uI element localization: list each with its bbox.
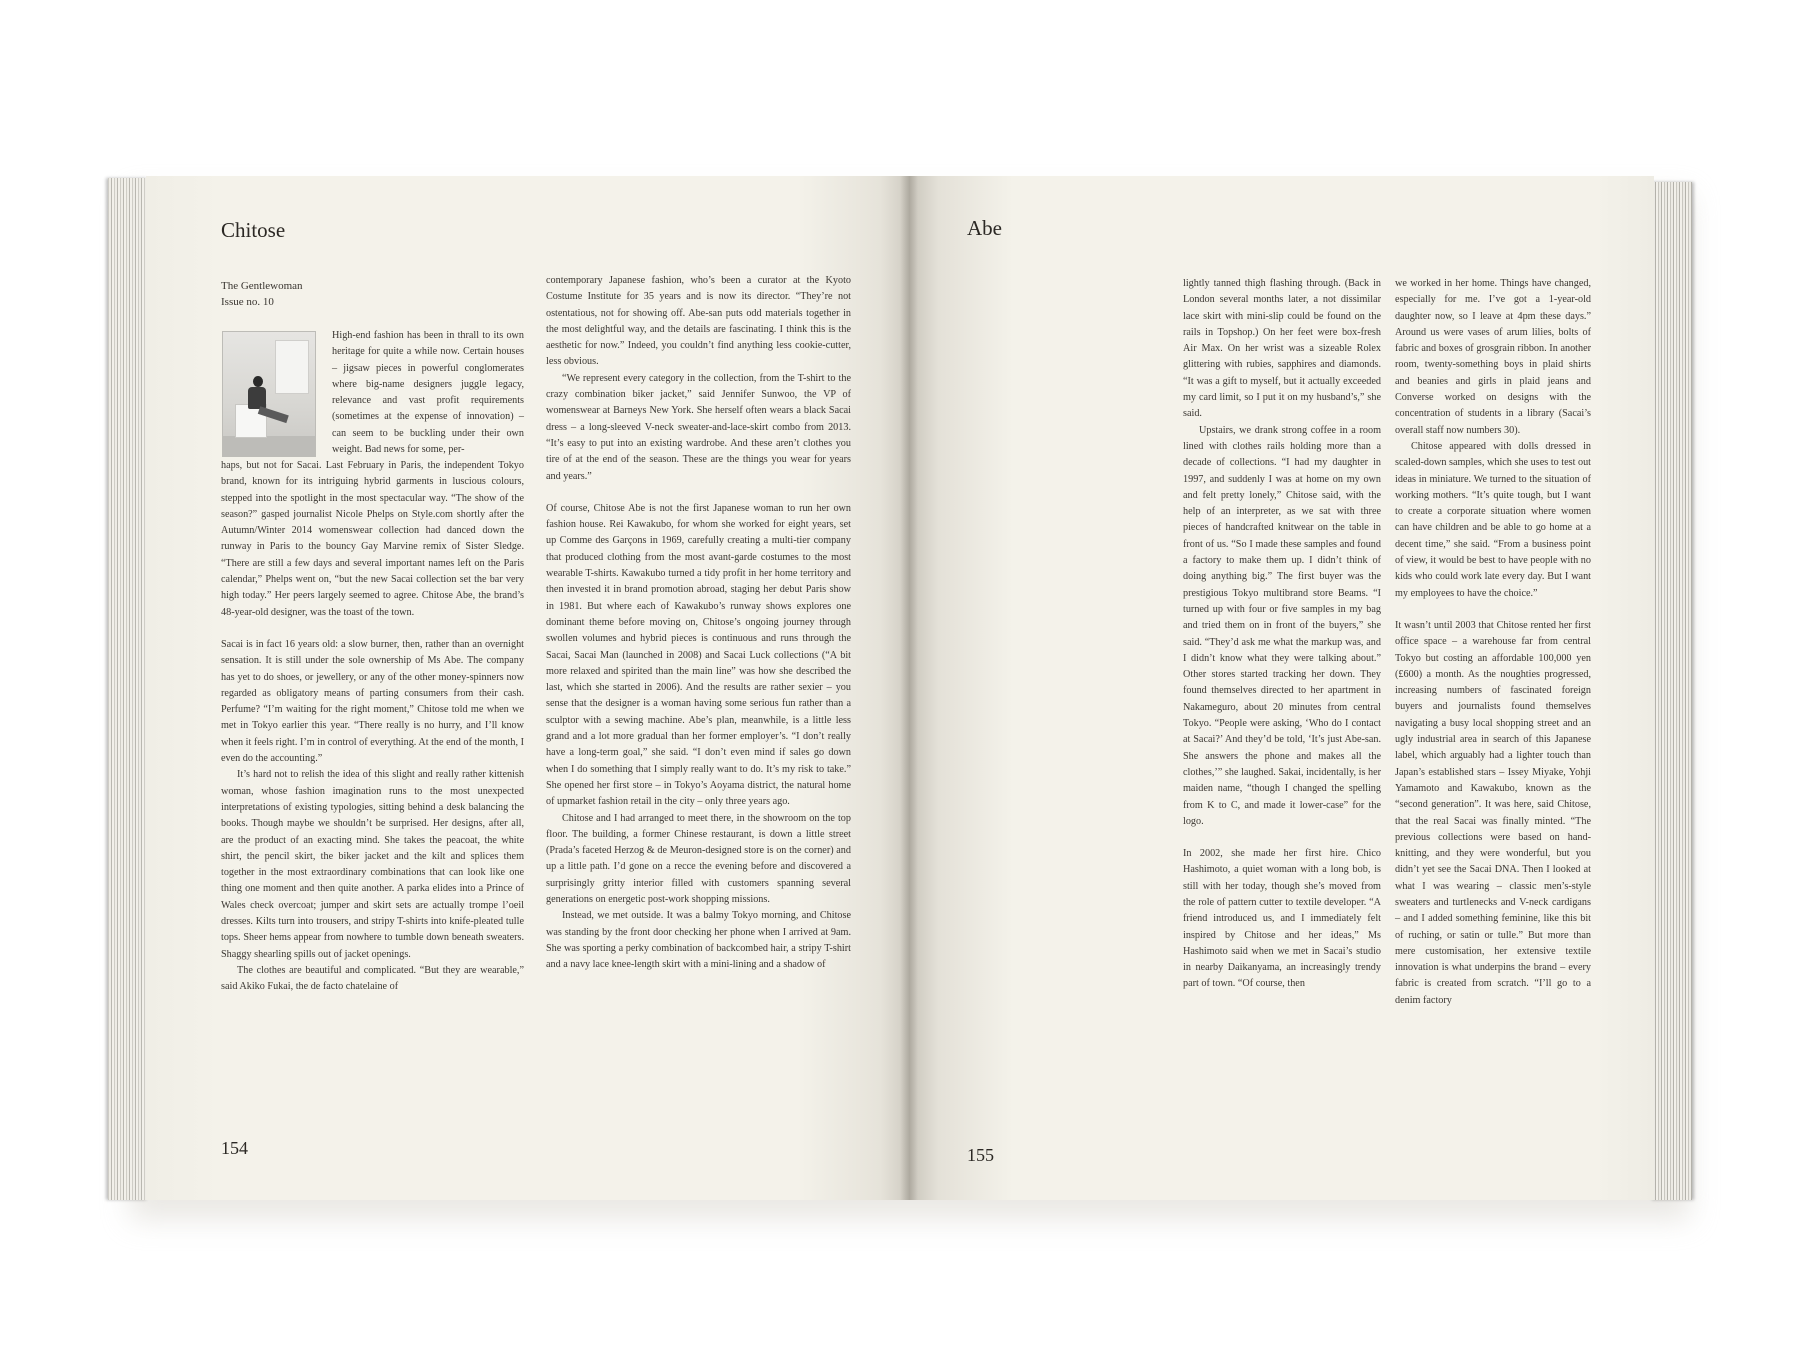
paragraph: Chitose and I had arranged to meet there, in the showroom on the top floor. The building, a former Chinese restaurant, is down a little street (Prada’s faceted Herzog & de Meuron-designed store is on the corner) and up a little path. I’d gone on a recce the evening before and discovered a surprisingly gritty interior filled with customers spanning several generations on energetic post-work shopping missions. [546, 812, 851, 905]
photo-figure-head [253, 376, 263, 387]
paragraph: Sacai is in fact 16 years old: a slow burner, then, rather than an overnight sensation. It is still under the sole ownership of Ms Abe. The company has yet to do shoes, or jewellery, or any of the other money-spinners now regarded as obligatory means of parting consumers from their cash. Perfume? “I’m waiting for the right moment,” Chitose told me when we met in Tokyo earlier this year. “There really is no hurry, and I’ll know when it feels right. I’m in control of everything. At the end of the month, I even do the accounting.” [221, 638, 524, 765]
left-page-heading: Chitose [221, 218, 286, 242]
paragraph: It’s hard not to relish the idea of this slight and really rather kittenish woman, whose fashion imagination runs to the most unexpected interpretations of existing typologies, sitting behind a desk balancing the books. Though maybe we shouldn’t be surprised. Her designs, after all, are the product of an exacting mind. She takes the peacoat, the white shirt, the pencil skirt, the biker jacket and the kilt and splices them together in the most extraordinary combinations that can look like one thing one moment and then quite another. A parka elides into a Prince of Wales check overcoat; jumper and skirt sets are actually trompe l’oeil dresses. Kilts turn into trousers, and stripy T-shirts into knife-pleated tulle tops. Sheer hems appear from nowhere to tumble down beneath sweaters. Shaggy shearling spills out of jacket openings. [221, 769, 524, 960]
right-page-number: 155 [967, 1145, 994, 1165]
left-page-column-2 [546, 273, 851, 973]
paragraph: In 2002, she made her first hire. Chico Hashimoto, a quiet woman with a long bob, is still with her today, though she’s moved from the role of pattern cutter to textile developer. “A friend introduced us, and I immediately felt inspired by Chitose and her ideas,” Ms Hashimoto said when we met in Sacai’s studio in nearby Daikanyama, an increasingly trendy part of town. “Of course, then [1183, 848, 1381, 990]
paragraph: “We represent every category in the collection, from the T-shirt to the crazy combination biker jacket,” said Jennifer Sunwoo, the VP of womenswear at Barneys New York. She herself often wears a black Sacai dress – a long-sleeved V-neck sweater-and-lace-skirt combo from 2013. “It’s easy to put into an existing wardrobe. And these aren’t clothes you tire of at the end of the season. These are the things you wear for years and years.” [546, 372, 851, 482]
paragraph: haps, but not for Sacai. Last February in Paris, the independent Tokyo brand, known for its intriguing hybrid garments in luscious colours, stepped into the spotlight in the most spectacular way. “The show of the season?” gasped journalist Nicole Phelps on Style.com shortly after the Autumn/Winter 2014 womenswear collection had danced down the runway in Paris to the bouncy Gay Marvine remix of Sister Sledge. “There are still a few days and several important names left on the Paris calendar,” Phelps went on, “but the new Sacai collection set the bar very high today.” Her peers largely seemed to agree. Chitose Abe, the brand’s 48-year-old designer, was the toast of the town. [221, 460, 524, 618]
article-photo [222, 331, 316, 457]
paragraph: Chitose appeared with dolls dressed in scaled-down samples, which she uses to test out ideas in miniature. We turned to the situation of working mothers. “It’s quite tough, but I want to create a corporate situation where women can have children and be able to go home at a decent time,” she said. “From a business point of view, it would be best to have people with no kids who could work late every day. But I want my employees to have the choice.” [1395, 440, 1591, 599]
paragraph: we worked in her home. Things have changed, especially for me. I’ve got a 1-year-old daughter now, so I leave at 4pm these days.” Around us were vases of arum lilies, bolts of fabric and boxes of grosgrain ribbon. In another room, twenty-something boys in plaid shirts and beanies and girls in plaid jeans and Converse worked on designs with the concentration of students in a library (Sacai’s overall staff now numbers 30). [1395, 278, 1591, 436]
page-edges-right [1650, 182, 1692, 1200]
paragraph: Upstairs, we drank strong coffee in a room lined with clothes rails holding more than a decade of collections. “I had my daughter in 1997, and suddenly I was at home on my own and felt pretty lonely,” Chitose said, with the help of an interpreter, as we sat with three pieces of handcrafted knitwear on the table in front of us. “So I made these samples and found a factory to make them up. I didn’t think of doing anything big.” The first buyer was the prestigious Tokyo multibrand store Beams. “I turned up with four or five samples in my bag and tried them on in front of the buyers,” she said. “They’d ask me what the markup was, and I didn’t know what they were talking about.” Other stores started tracking her down. They found themselves directed to her apartment in Nakameguro, about 20 minutes from central Tokyo. “People were asking, ‘Who do I contact at Sacai?’ And they’d be told, ‘It’s just Abe-san. She answers the phone and makes all the clothes,’” she laughed. Sakai, incidentally, is her maiden name, “though I changed the spelling from K to C, and made it lower-case” for the logo. [1183, 424, 1381, 827]
right-page-heading: Abe [967, 216, 1002, 240]
photo-figure-body [248, 387, 266, 409]
photo-floor [223, 436, 315, 456]
issue-number: Issue no. 10 [221, 296, 274, 308]
publication-name: The Gentlewoman [221, 280, 303, 292]
intro-paragraph: High-end fashion has been in thrall to its own heritage for quite a while now. Certain houses – jigsaw pieces in powerful conglomerates where big-name designers juggle legacy, relevance and vast profit requirements (sometimes at the expense of innovation) – can seem to be buckling under their own weight. Bad news for some, per- [332, 330, 524, 456]
paragraph: lightly tanned thigh flashing through. (Back in London several months later, a not dissimilar lace skirt with mini-slip could be found on the rails in Topshop.) On her feet were box-fresh Air Max. On her wrist was a sizeable Rolex glittering with rubies, sapphires and diamonds. “It was a gift to myself, but it actually exceeded my card limit, so I put it on my husband’s,” she said. [1183, 278, 1381, 420]
photo-window [275, 340, 309, 394]
right-page-column-1 [1183, 276, 1381, 993]
page-edges-left [108, 178, 148, 1200]
paragraph: Of course, Chitose Abe is not the first Japanese woman to run her own fashion house. Rei Kawakubo, for whom she worked for eight years, set up Comme des Garçons in 1969, carefully creating a multi-tier company that produced clothing from the most avant-garde costumes to the most wearable T-shirts. Kawakubo turned a tidy profit in her home territory and then invested it in brand promotion abroad, staging her debut Paris show in 1981. But where each of Kawakubo’s runway shows explores one dominant theme before moving on, Chitose’s ongoing journey through swollen volumes and hybrid pieces is continuous and runs through the Sacai, Sacai Man (launched in 2008) and Sacai Luck collections (“A bit more relaxed and spirited than the main line” was how she described the last, which she started in 2006). And the results are rather sexier – you sense that the designer is a woman having some serious fun rather than a sculptor with a sewing machine. Abe’s plan, meanwhile, is a little less grand and a lot more gradual than her former employer’s. “I don’t really have a long-term goal,” she said. “I don’t even mind if sales go down when I do something that I simply really want to do. It’s my risk to take.” She opened her first store – in Tokyo’s Aoyama district, the natural home of upmarket fashion retail in the city – only three years ago. [546, 502, 851, 808]
paragraph: contemporary Japanese fashion, who’s been a curator at the Kyoto Costume Institute for 35 years and is now its director. “They’re not ostentatious, not for showing off. Abe-san puts odd materials together in the most delightful way, and the details are fascinating. I think this is the aesthetic for now.” Indeed, you couldn’t find anything less cookie-cutter, less obvious. [546, 275, 851, 368]
left-page-column-1 [221, 458, 524, 996]
left-page-number: 154 [221, 1138, 248, 1158]
book-spine [900, 176, 918, 1200]
paragraph: Instead, we met outside. It was a balmy Tokyo morning, and Chitose was standing by the front door checking her phone when I arrived at 9am. She was sporting a perky combination of backcombed hair, a stripy T-shirt and a navy lace knee-length skirt with a mini-lining and a shadow of [546, 910, 851, 971]
paragraph: The clothes are beautiful and complicated. “But they are wearable,” said Akiko Fukai, the de facto chatelaine of [221, 964, 524, 993]
right-page-column-2 [1395, 276, 1591, 1009]
paragraph: It wasn’t until 2003 that Chitose rented her first office space – a warehouse far from central Tokyo but costing an affordable 100,000 yen (£600) a month. As the noughties progressed, increasing numbers of fascinated foreign buyers and journalists found themselves navigating a busy local shopping street and an ugly industrial area in search of this Japanese label, which arguably had a lighter touch than Japan’s established stars – Issey Miyake, Yohji Yamamoto and Kawakubo, known as the “second generation”. It was here, said Chitose, that the real Sacai was finally minted. “The previous collections were based on hand-knitting, and they were wonderful, but you didn’t yet see the Sacai DNA. Then I looked at what I was wearing – classic men’s-style sweaters and turtlenecks and V-neck cardigans – and I added something feminine, like this bit of ruching, or satin or tulle.” But more than mere customisation, her extensive textile innovation is what underpins the brand – every fabric is created from scratch. “I’ll go to a denim factory [1395, 619, 1591, 1006]
